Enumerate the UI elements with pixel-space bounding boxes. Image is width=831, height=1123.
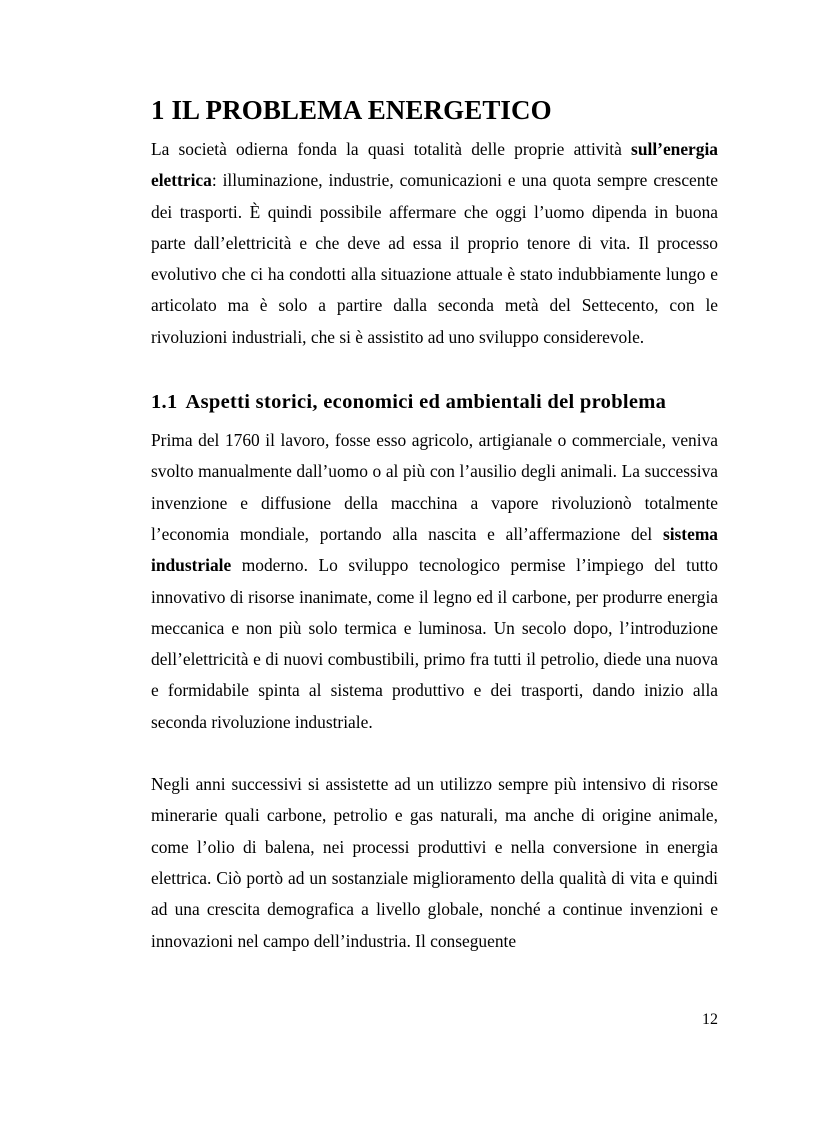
page-number: 12	[702, 1011, 718, 1028]
intro-bold-term: sull’energia elettrica	[151, 139, 718, 191]
history-bold-term: sistema industriale	[151, 523, 718, 576]
resources-paragraph: Negli anni successivi si assistette ad un utilizzo sempre più intensivo di risorse minerarie quali carbone, petrolio e gas naturali, ma anche di origine animale, come l’olio di balena, nei processi produttivi e nella conversione in energia elettrica. Ciò portò ad un sostanziale miglioramento della qualità di vita e quindi ad una crescita demografica a livello globale, nonché a continue invenzioni e innovazioni nel campo dell’industria. Il conseguente	[151, 774, 718, 951]
section-number: 1.1	[151, 391, 178, 414]
section-title: Aspetti storici, economici ed ambientali del problema	[185, 391, 667, 414]
intro-text-start: La società odierna fonda la quasi totalità delle proprie attività	[151, 139, 632, 159]
history-paragraph	[151, 425, 718, 738]
history-text-start: Prima del 1760 il lavoro, fosse esso agricolo, artigianale o commerciale, veniva svolto manualmente dall’uomo o al più con l’ausilio degli animali. La successiva invenzione e diffusione della macchina a vapore rivoluzionò totalmente l’economia mondiale, portando alla nascita e all’affermazione del	[151, 430, 718, 544]
intro-text-end: : illuminazione, industrie, comunicazioni e una quota sempre crescente dei trasporti. È quindi possibile affermare che oggi l’uomo dipenda in buona parte dall’elettricità e che deve ad essa il proprio tenore di vita. Il processo evolutivo che ci ha condotti alla situazione attuale è stato indubbiamente lungo e articolato ma è solo a partire dalla seconda metà del Settecento, con le rivoluzioni industriali, che si è assistito ad uno sviluppo considerevole.	[151, 170, 718, 347]
section-heading	[151, 387, 718, 417]
history-text-end: moderno. Lo sviluppo tecnologico permise l’impiego del tutto innovativo di risorse inanimate, come il legno ed il carbone, per produrre energia meccanica e non più solo termica e luminosa. Un secolo dopo, l’introduzione dell’elettricità e di nuovi combustibili, primo fra tutti il petrolio, diede una nuova e formidabile spinta al sistema produttivo e dei trasporti, dando inizio alla seconda rivoluzione industriale.	[151, 555, 718, 732]
chapter-title: 1 IL PROBLEMA ENERGETICO	[151, 95, 552, 125]
page-content	[151, 92, 718, 957]
intro-paragraph	[151, 134, 718, 353]
